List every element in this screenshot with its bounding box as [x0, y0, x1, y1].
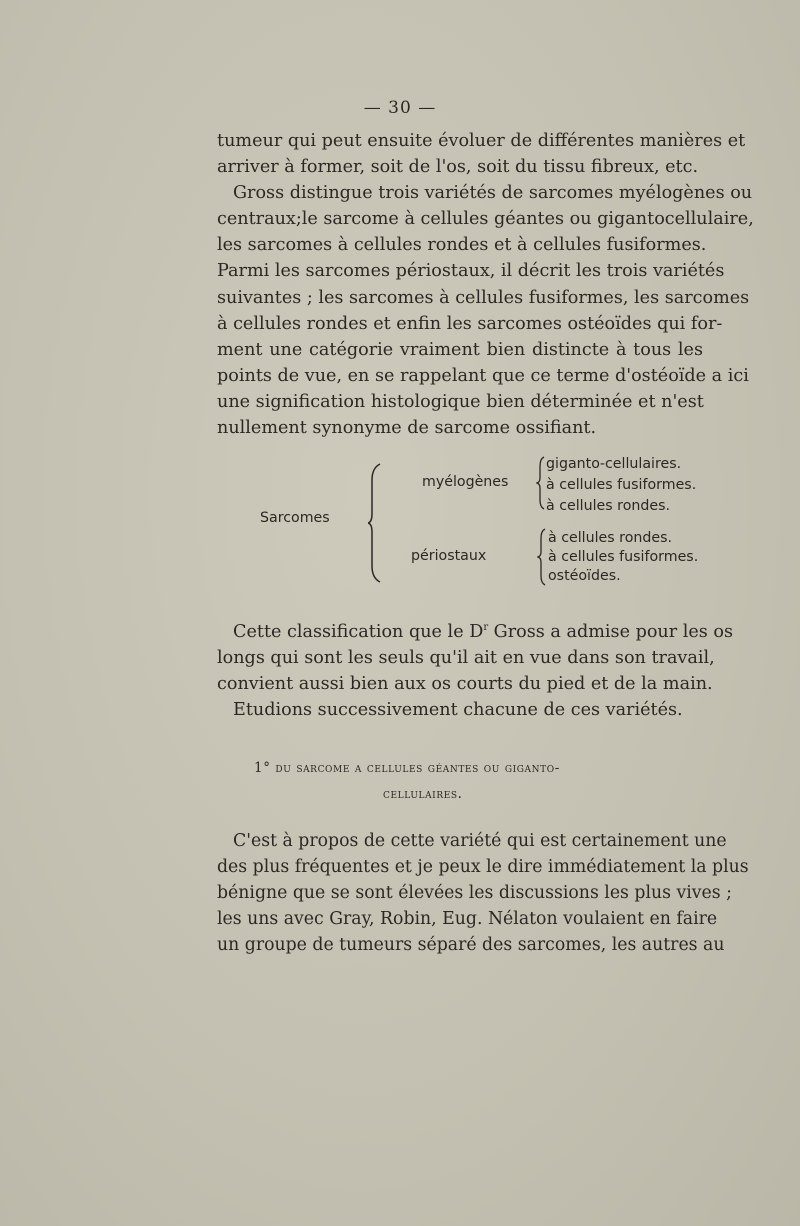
text-line: suivantes ; les sarcomes à cellules fusiformes, les sarcomes	[217, 287, 750, 308]
paragraph-discussion	[217, 828, 749, 958]
text-line: points de vue, en se rappelant que ce terme d'ostéoïde a ici	[217, 365, 749, 386]
myelogenes-item: à cellules fusiformes.	[546, 477, 697, 493]
classification-table	[0, 448, 800, 598]
text-line: ment une catégorie vraiment bien distincte à tous les	[217, 339, 703, 360]
text-line: Parmi les sarcomes périostaux, il décrit les trois variétés	[217, 261, 725, 282]
superscript: r	[483, 622, 489, 633]
heading-line: cellulaires.	[383, 786, 463, 802]
text-line: des plus fréquentes et je peux le dire immédiatement la plus	[217, 857, 749, 877]
text-line: les sarcomes à cellules rondes et à cellules fusiformes.	[217, 235, 707, 256]
periostaux-item: à cellules fusiformes.	[548, 549, 699, 565]
text-line: nullement synonyme de sarcome ossifiant.	[217, 418, 597, 439]
group-label-myelogenes: myélogènes	[422, 474, 509, 490]
text-line: tumeur qui peut ensuite évoluer de différentes manières et	[217, 131, 746, 151]
text-line: convient aussi bien aux os courts du pied et de la main.	[217, 674, 713, 695]
text-line: une signification histologique bien déterminée et n'est	[217, 391, 704, 412]
myelogenes-item: à cellules rondes.	[546, 498, 671, 514]
text-fragment: Cette classification que le D	[233, 621, 484, 642]
heading-line: 1° du sarcome a cellules géantes ou giganto-	[254, 760, 560, 776]
text-line: C'est à propos de cette variété qui est certainement une	[233, 831, 727, 851]
text-line: centraux;le sarcome à cellules géantes ou gigantocellulaire,	[217, 209, 754, 230]
text-line: Etudions successivement chacune de ces variétés.	[233, 700, 683, 721]
text-line: les uns avec Gray, Robin, Eug. Nélaton voulaient en faire	[217, 909, 718, 929]
text-line	[217, 615, 734, 645]
paragraph-classification	[217, 615, 734, 723]
myelogenes-item: gigantо-cellulaires.	[546, 456, 682, 472]
brace-myelogenes	[536, 456, 546, 510]
text-line: longs qui sont les seuls qu'il ait en vue dans son travail,	[217, 647, 715, 668]
left-brace	[368, 462, 384, 584]
periostaux-item: à cellules rondes.	[548, 530, 673, 546]
text-line: bénigne que se sont élevées les discussions les plus vives ;	[217, 883, 732, 903]
classification-root: Sarcomes	[260, 510, 330, 526]
text-line: à cellules rondes et enfin les sarcomes ostéoïdes qui for-	[217, 313, 723, 334]
page-number: — 30 —	[363, 98, 437, 118]
group-label-periostaux: périostaux	[411, 548, 487, 564]
text-line: un groupe de tumeurs séparé des sarcomes, les autres au	[217, 935, 725, 955]
periostaux-item: ostéoïdes.	[548, 568, 621, 584]
text-line: arriver à former, soit de l'os, soit du tissu fibreux, etc.	[217, 157, 699, 178]
text-fragment: Gross a admise pour les os	[488, 621, 734, 642]
paragraph-intro	[217, 128, 754, 441]
text-line: Gross distingue trois variétés de sarcomes myélogènes ou	[233, 183, 753, 204]
brace-periostaux	[537, 528, 547, 586]
